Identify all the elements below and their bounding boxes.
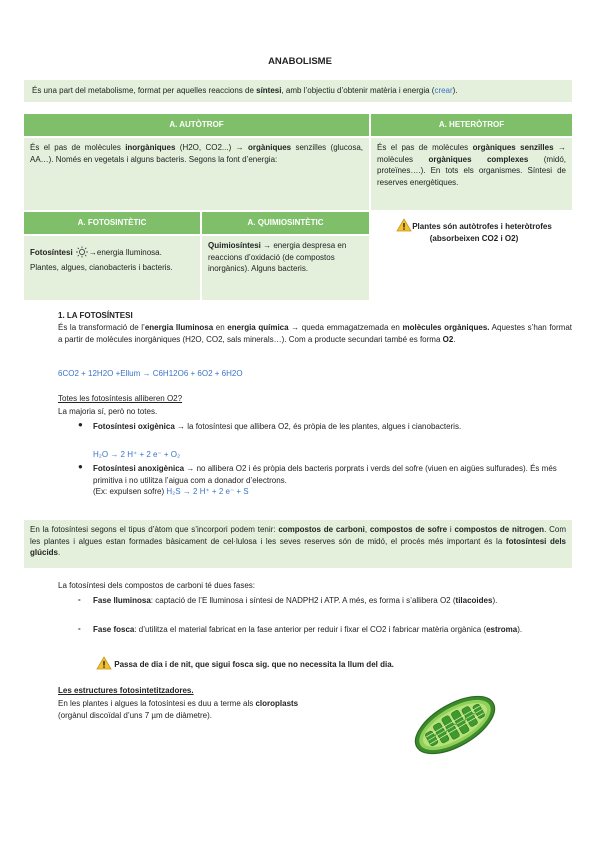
warning-icon bbox=[96, 656, 112, 670]
photosynthesis-equation: 6CO2 + 12H2O +Ellum → C6H12O6 + 6O2 + 6H2O bbox=[58, 369, 243, 378]
structures-text: En les plantes i algues la fotosíntesi es duu a terme als cloroplasts (orgànul discoïdal d’uns 7 µm de diàmetre). bbox=[58, 699, 299, 720]
sun-icon bbox=[75, 246, 89, 262]
fotosintetic-text: Fotosíntesi →energia lluminosa. Plantes, algues, cianobacteris i bacteris. bbox=[24, 236, 200, 300]
section-heading: 1. LA FOTOSÍNTESI bbox=[58, 311, 133, 320]
warning-icon bbox=[396, 218, 412, 232]
bullet-dot: ● bbox=[78, 420, 83, 429]
light-phase-item: Fase lluminosa: captació de l’E lluminosa i síntesi de NADPH2 i ATP. A més, es forma i s’allibera O2 (tilacoides). bbox=[93, 596, 498, 605]
oxygen-question: Totes les fotosíntesis alliberen O2? bbox=[58, 394, 183, 403]
oxygenic-equation: H₂O → 2 H⁺ + 2 e⁻ + O₂ bbox=[93, 450, 181, 459]
carbon-compounds-band: En la fotosíntesi segons el tipus d’àtom que s’incorpori podem tenir: compostos de carboni, compostos de sofre i compostos de nitrogen. Com les plantes i algues estan formades bàsicament de cel·lulosa i les seves reserves són de midó, el procés més important és la fotosíntesi dels glúcids. bbox=[24, 520, 572, 568]
structures-heading: Les estructures fotosintetitzadores. bbox=[58, 686, 194, 695]
plants-warning: Plantes són autòtrofes i heteròtrofes (absorbeixen CO2 i O2) bbox=[376, 218, 572, 245]
chloroplast-illustration bbox=[408, 690, 502, 760]
oxygenic-item: Fotosíntesi oxigènica → la fotosíntesi que allibera O2, és pròpia de les plantes, algues i cianobacteris. bbox=[93, 422, 462, 431]
autotrof-header: A. AUTÒTROF bbox=[24, 114, 369, 136]
oxygen-answer: La majoria sí, però no totes. bbox=[58, 407, 158, 416]
photosynthesis-definition: És la transformació de l’energia lluminosa en energia química → queda emmagatzemada en molècules orgàniques. Aquestes s’han format a partir de molècules inorgàniques (H2O, CO2, sals minerals…). Com a producte secundari també es forma O2. bbox=[58, 323, 572, 344]
dash-marker: - bbox=[78, 624, 81, 633]
phases-intro: La fotosíntesi dels compostos de carboni té dues fases: bbox=[58, 581, 256, 590]
dash-marker: - bbox=[78, 595, 81, 604]
crear-link: crear bbox=[434, 86, 453, 95]
anoxygenic-item: Fotosíntesi anoxigènica → no allibera O2 i és pròpia dels bacteris porprats i verds del sofre (viuen en aigües sulfurades). És més primitiva i no utilitza l’aigua com a donador d’electrons. (Ex: expulsen sofre) H₂S → 2 H⁺ + 2 e⁻ + S bbox=[93, 464, 557, 496]
bullet-dot: ● bbox=[78, 462, 83, 471]
quimiosintetic-text: Quimiosíntesi → energia despresa en reaccions d’oxidació (de compostos inorgànics). Alguns bacteris. bbox=[202, 236, 369, 300]
page-title: ANABOLISME bbox=[268, 56, 332, 67]
intro-definition: És una part del metabolisme, format per aquelles reaccions de síntesi, amb l’objectiu d’obtenir matèria i energia (crear). bbox=[24, 80, 572, 102]
autotrof-text: És el pas de molècules inorgàniques (H2O, CO2...) → orgàniques senzilles (glucosa, AA…). Només en vegetals i alguns bacteris. Segons la font d’energia: bbox=[24, 138, 369, 210]
quimiosintetic-header: A. QUIMIOSINTÈTIC bbox=[202, 212, 369, 234]
fotosintetic-header: A. FOTOSINTÈTIC bbox=[24, 212, 200, 234]
heterotrof-text: És el pas de molècules orgàniques senzilles → molècules orgàniques complexes (midó, proteïnes….). En tots els organismes. Síntesi de reserves energètiques. bbox=[371, 138, 572, 210]
day-night-warning: Passa de dia i de nit, que sigui fosca sig. que no necessita la llum del dia. bbox=[96, 656, 394, 671]
dark-phase-item: Fase fosca: d’utilitza el material fabricat en la fase anterior per reduir i fixar el CO2 i fabricar matèria orgànica (estroma). bbox=[93, 625, 523, 634]
heterotrof-header: A. HETERÒTROF bbox=[371, 114, 572, 136]
